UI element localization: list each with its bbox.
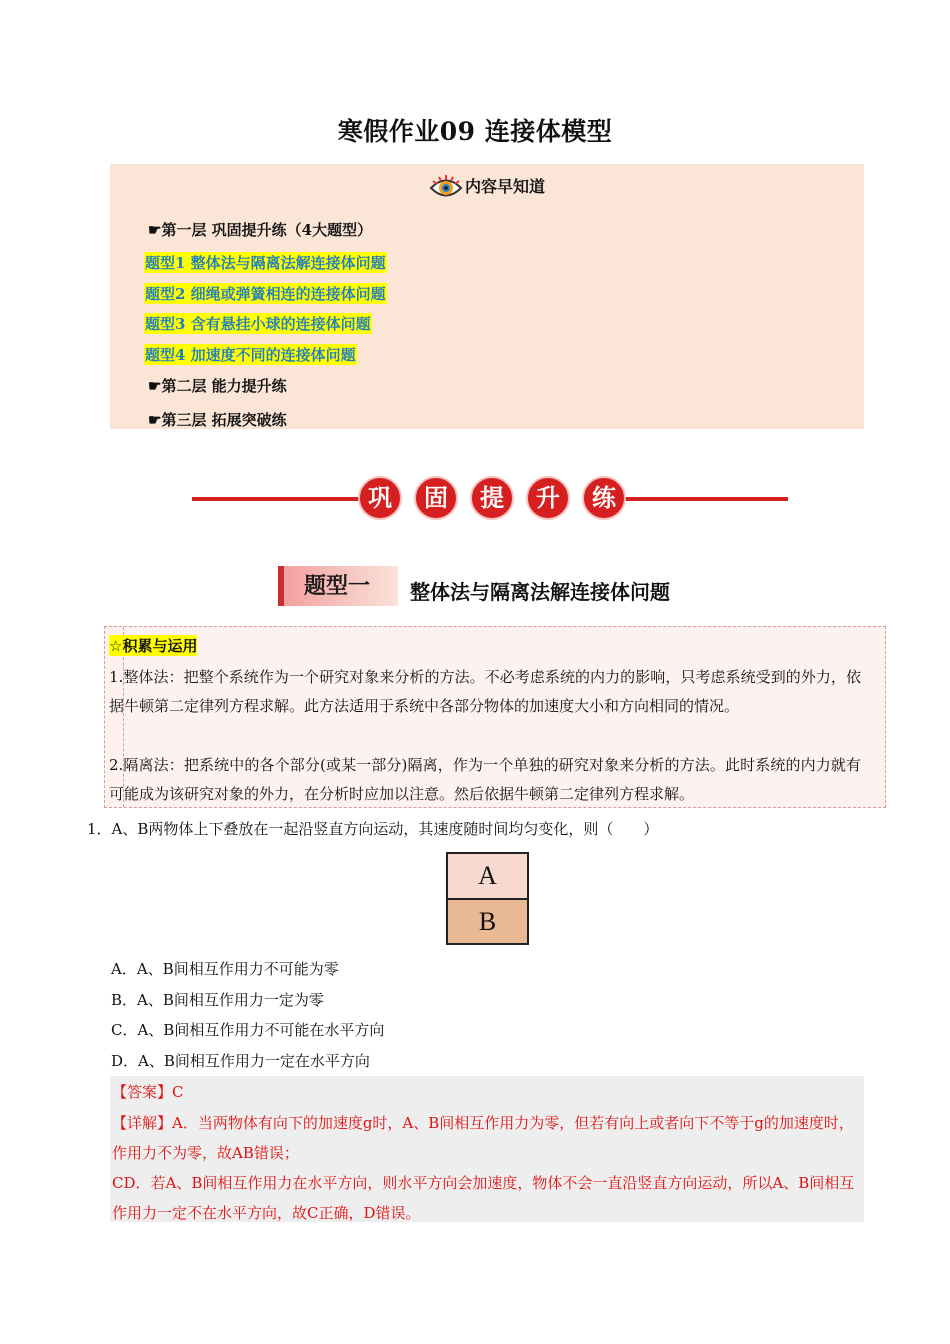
accumulate-paragraph-2: 2.隔离法：把系统中的各个部分(或某一部分)隔离，作为一个单独的研究对象来分析的方法。此时系统的内力就有可能成为该研究对象的外力，在分析时应加以注意。然后依据牛顿第二定律列方程求解。	[109, 756, 861, 803]
toc-type-2[interactable]: 题型2 细绳或弹簧相连的连接体问题	[145, 285, 386, 303]
toc-type-3[interactable]: 题型3 含有悬挂小球的连接体问题	[145, 315, 371, 333]
accumulate-paragraph-1: 1.整体法：把整个系统作为一个研究对象来分析的方法。不必考虑系统的内力的影响，只考虑系统受到的外力，依据牛顿第二定律列方程求解。此方法适用于系统中各部分物体的加速度大小和方向相同的情况。	[109, 668, 861, 715]
accumulate-label: ☆积累与运用	[109, 637, 198, 655]
option-d[interactable]: D．A、B间相互作用力一定在水平方向	[111, 1052, 370, 1070]
section-title: 整体法与隔离法解连接体问题	[410, 580, 670, 604]
question-stem: 1．A、B两物体上下叠放在一起沿竖直方向运动，其速度随时间均匀变化，则（ ）	[87, 820, 659, 838]
answer-box	[110, 1076, 864, 1222]
banner-line-left	[192, 497, 358, 501]
toc-box	[110, 164, 864, 429]
banner-char: 提	[470, 476, 514, 520]
toc-heading: 内容早知道	[110, 174, 864, 201]
banner-char: 升	[526, 476, 570, 520]
page-title: 寒假作业09 连接体模型	[337, 117, 613, 146]
block-a: A	[448, 854, 527, 900]
banner-line-right	[622, 497, 788, 501]
banner-char: 固	[414, 476, 458, 520]
option-a[interactable]: A．A、B间相互作用力不可能为零	[111, 960, 339, 978]
answer-detail-1: 【详解】A．当两物体有向下的加速度g时，A、B间相互作用力为零，但若有向上或者向下不等于g的加速度时，作用力不为零，故AB错误；	[112, 1114, 854, 1162]
toc-layer-1[interactable]: ☛第一层 巩固提升练（4大题型）	[148, 221, 373, 239]
option-b[interactable]: B．A、B间相互作用力一定为零	[111, 991, 324, 1009]
toc-layer-2[interactable]: ☛第二层 能力提升练	[148, 377, 287, 395]
toc-layer-3[interactable]: ☛第三层 拓展突破练	[148, 411, 287, 429]
section-banner	[192, 476, 788, 522]
section-badge: 题型一	[278, 566, 398, 606]
block-b: B	[448, 900, 527, 943]
banner-char: 练	[582, 476, 626, 520]
stacked-blocks-diagram	[446, 852, 529, 945]
answer-detail-2: CD．若A、B间相互作用力在水平方向，则水平方向会加速度，物体不会一直沿竖直方向运动，所以A、B间相互作用力一定不在水平方向，故C正确，D错误。	[112, 1174, 855, 1222]
answer-line: 【答案】C	[112, 1083, 184, 1101]
toc-type-1[interactable]: 题型1 整体法与隔离法解连接体问题	[145, 254, 386, 272]
option-c[interactable]: C．A、B间相互作用力不可能在水平方向	[111, 1021, 385, 1039]
accumulate-box	[104, 626, 886, 808]
banner-char: 巩	[358, 476, 402, 520]
eye-icon	[429, 175, 463, 201]
toc-type-4[interactable]: 题型4 加速度不同的连接体问题	[145, 346, 356, 364]
